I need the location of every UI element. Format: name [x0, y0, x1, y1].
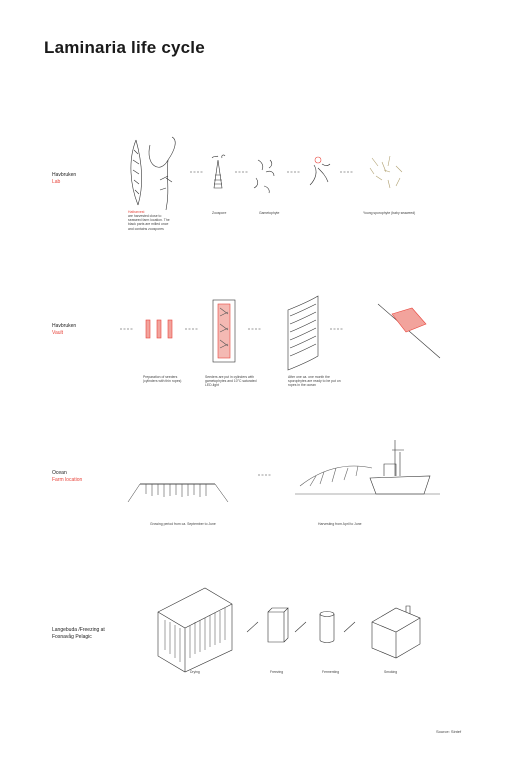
caption-ropes: After one ca. one month the sporophytes are ready to be put on ropes in the ocean	[288, 375, 341, 388]
caption-harvest: are harvested close to seaweed farm location. The black parts are milled once and contains zoospores	[128, 214, 170, 231]
sporophyte-small-illustration	[310, 157, 330, 185]
source-note: Source: Sintef	[436, 729, 462, 734]
stage-name: Langebuda /Freezing at Fosnavåg Pelagic	[52, 627, 105, 640]
smokehouse-illustration	[372, 606, 420, 658]
cylinder-illustration	[213, 300, 235, 362]
caption-harvesting: Harvesting from April to June	[318, 522, 362, 526]
stage-name: Havbruken	[52, 172, 77, 178]
connector	[247, 622, 258, 632]
caption-fermenting: Fermenting	[322, 670, 340, 674]
growing-line-illustration	[128, 484, 228, 502]
rope-closeup-illustration	[378, 304, 440, 358]
caption-seeders: Seeders are put in cylinders with gametophytes and 10°C saturated LED-light	[205, 375, 257, 388]
drying-house-illustration	[158, 588, 232, 672]
stage-name: Ocean	[52, 470, 67, 476]
caption-drying: Drying	[190, 670, 200, 674]
gametophyte-illustration	[254, 160, 274, 193]
caption-growing: Growing period from ca. September to June	[150, 522, 216, 526]
zoospore-illustration	[212, 155, 225, 188]
caption-prep: Preparation of seeders (cylinders with thin ropes)	[143, 375, 182, 384]
caption-smoking: Smoking	[384, 670, 398, 674]
stage-location: Lab	[52, 178, 61, 185]
caption-zoospore: Zoospore	[212, 211, 227, 215]
connector	[344, 622, 355, 632]
caption-harvest-red: Hatharvest	[128, 210, 145, 214]
baby-seaweed-illustration	[370, 156, 402, 188]
stage-location: Vault	[52, 329, 64, 336]
harvest-boat-illustration	[295, 440, 440, 494]
page-title: Laminaria life cycle	[44, 38, 205, 57]
fermenting-tank-illustration	[320, 612, 334, 643]
connector	[295, 622, 306, 632]
kelp-illustration	[131, 137, 175, 210]
ropes-illustration	[288, 296, 318, 370]
seeders-illustration	[146, 320, 172, 338]
caption-gametophyte: Gametophyte	[259, 211, 280, 215]
caption-sporophyte: Young sporophyte (baby seaweed)	[363, 211, 416, 215]
caption-freezing: Freezing	[270, 670, 284, 674]
freezer-illustration	[268, 608, 288, 642]
stage-location: Farm location	[52, 476, 83, 483]
stage-name: Havbruken	[52, 323, 77, 329]
